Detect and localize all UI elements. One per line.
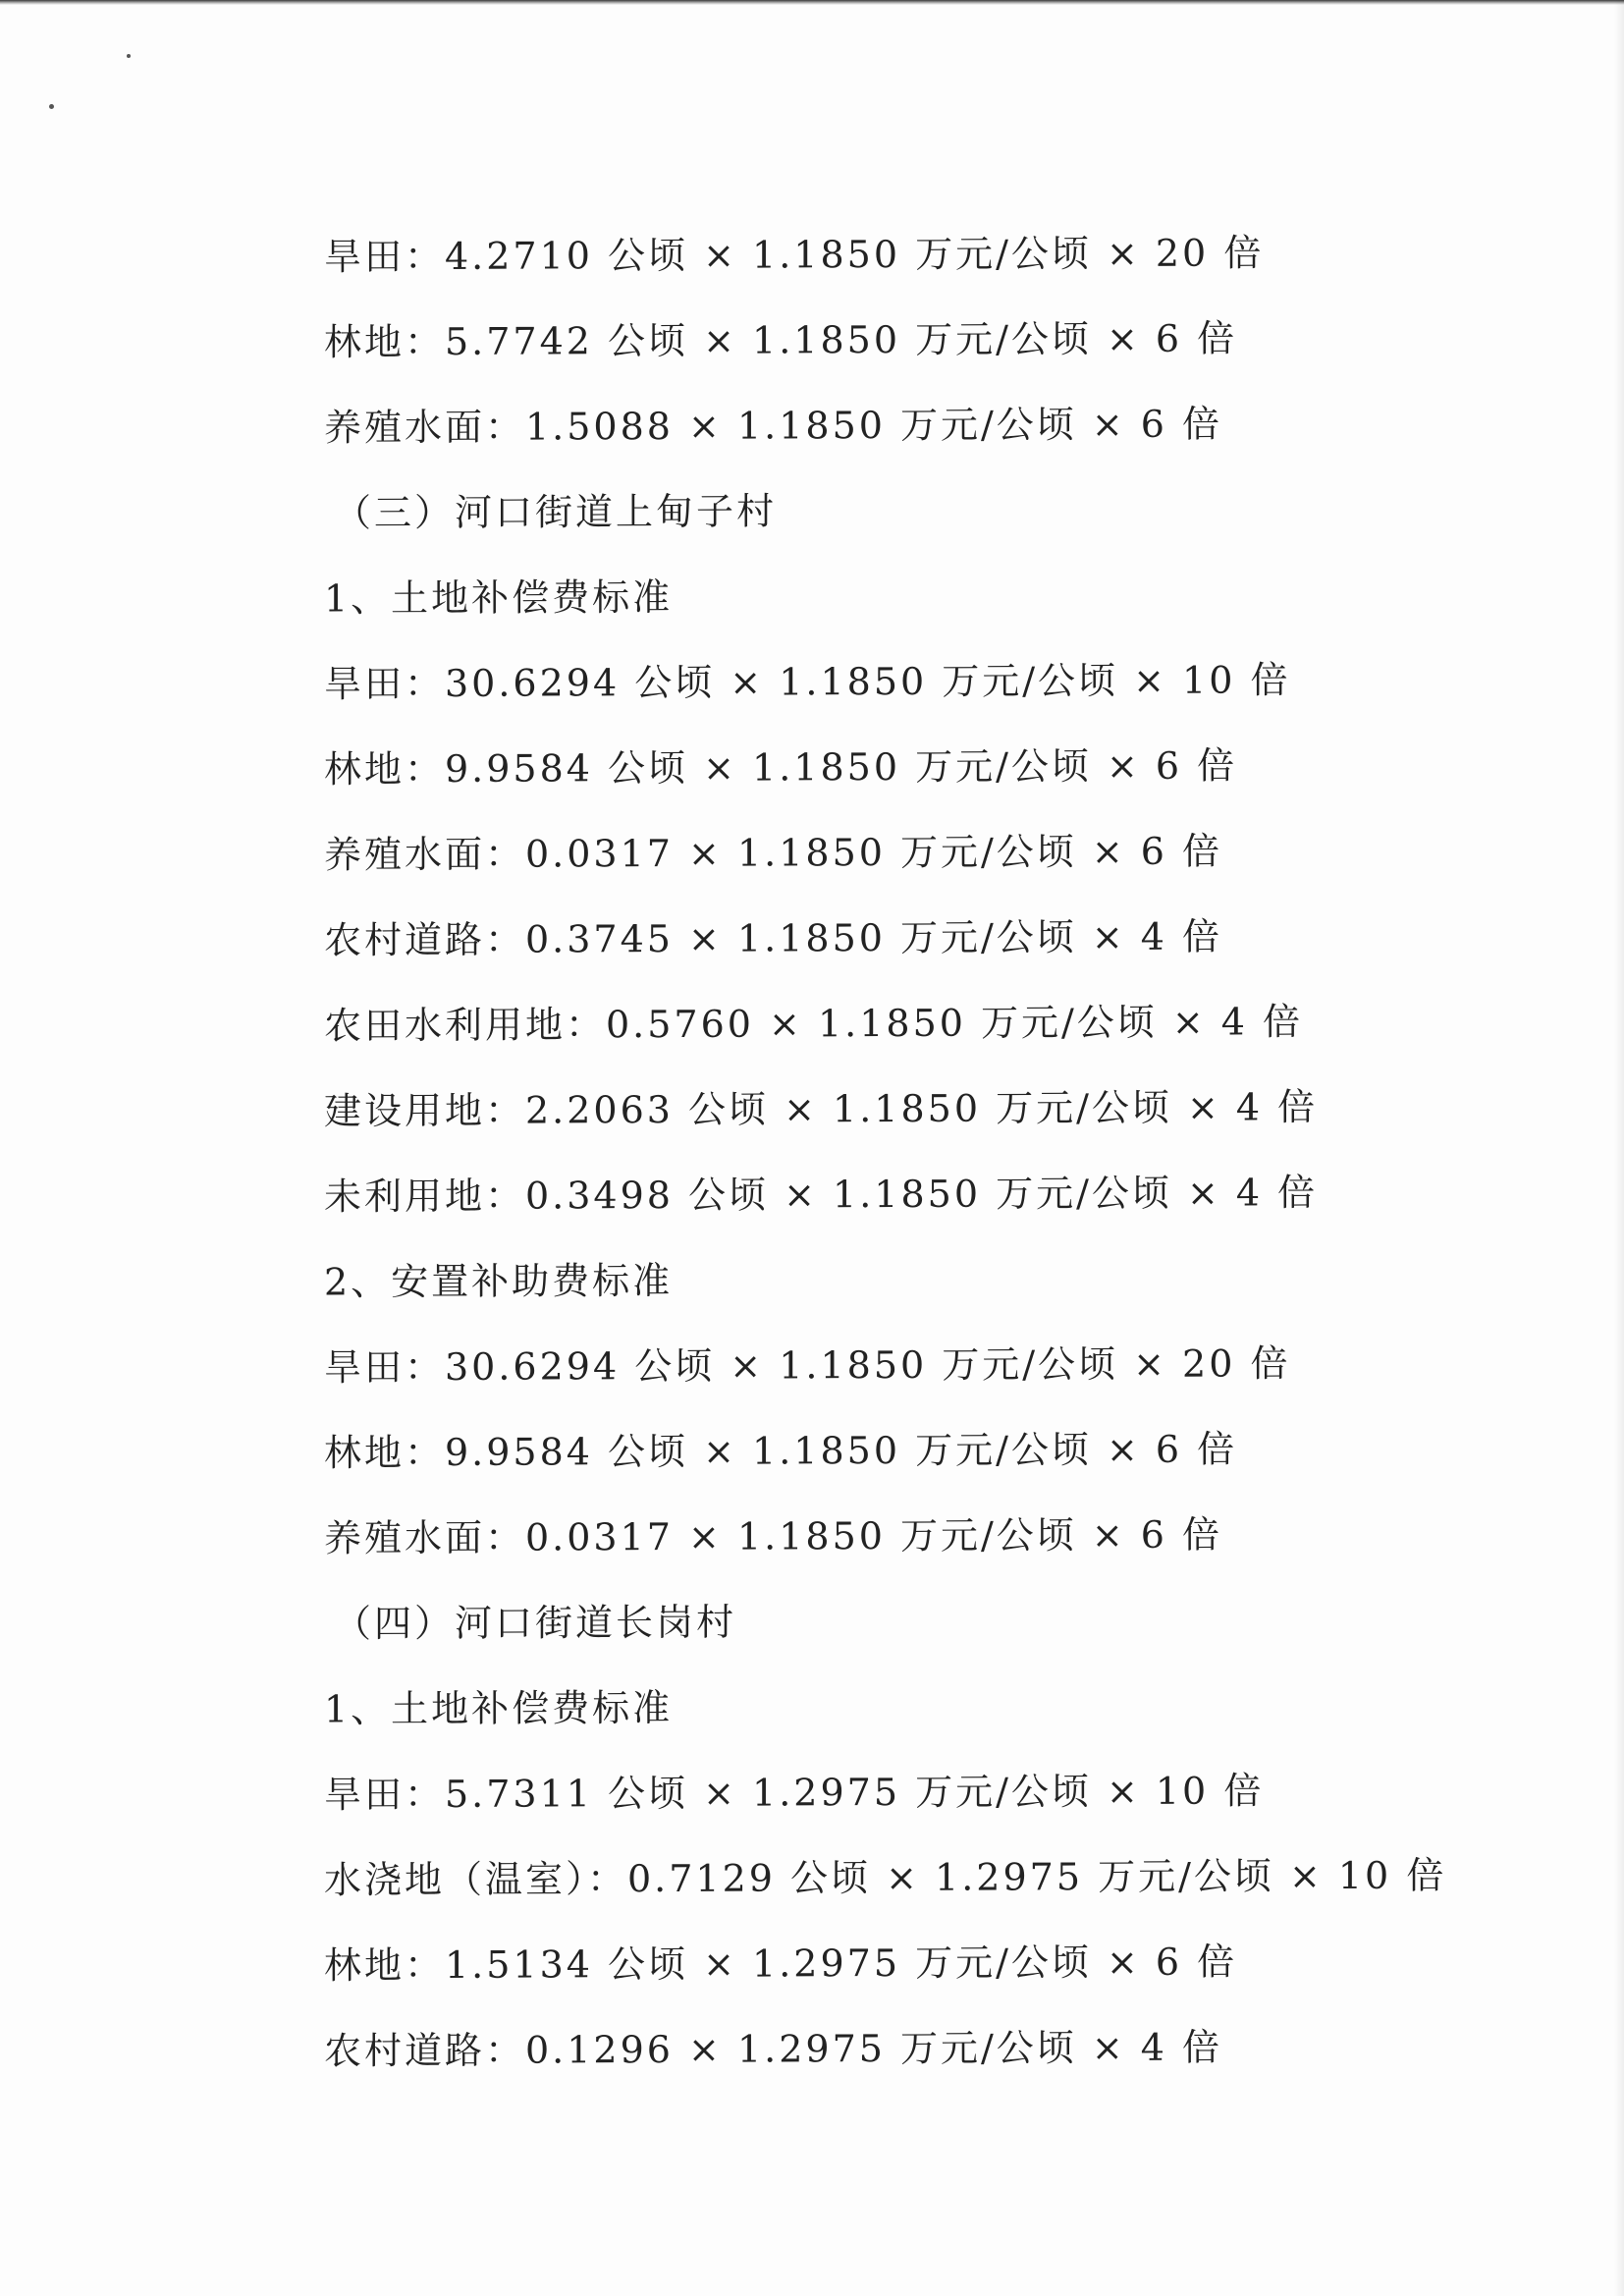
line-aquaculture-water-resettlement: 养殖水面：1.5088 × 1.1850 万元/公顷 × 6 倍 (324, 402, 1223, 450)
line-rural-road-compensation: 农村道路：0.3745 × 1.1850 万元/公顷 × 4 倍 (324, 914, 1223, 962)
section-heading-shangdianzi-village: （三）河口街道上甸子村 (334, 489, 778, 535)
line-forest-land-compensation: 林地：9.9584 公顷 × 1.1850 万元/公顷 × 6 倍 (324, 743, 1238, 792)
line-aquaculture-water-resettlement: 养殖水面：0.0317 × 1.1850 万元/公顷 × 6 倍 (324, 1512, 1223, 1560)
document-body (324, 221, 1453, 2101)
scan-speck (127, 54, 131, 58)
subheading-resettlement-subsidy: 2、安置补助费标准 (324, 1258, 674, 1304)
scan-speck (49, 104, 54, 109)
line-dry-field-resettlement: 旱田：4.2710 公顷 × 1.1850 万元/公顷 × 20 倍 (324, 231, 1265, 279)
line-construction-land-compensation: 建设用地：2.2063 公顷 × 1.1850 万元/公顷 × 4 倍 (324, 1085, 1319, 1133)
line-unused-land-compensation: 未利用地：0.3498 公顷 × 1.1850 万元/公顷 × 4 倍 (324, 1171, 1319, 1219)
line-forest-land-resettlement: 林地：5.7742 公顷 × 1.1850 万元/公顷 × 6 倍 (324, 316, 1238, 364)
line-aquaculture-water-compensation: 养殖水面：0.0317 × 1.1850 万元/公顷 × 6 倍 (324, 829, 1223, 877)
line-rural-road-compensation: 农村道路：0.1296 × 1.2975 万元/公顷 × 4 倍 (324, 2025, 1223, 2073)
scan-right-edge (1614, 0, 1624, 2296)
line-irrigation-land-compensation: 农田水利用地：0.5760 × 1.1850 万元/公顷 × 4 倍 (324, 1000, 1304, 1048)
subheading-land-compensation: 1、土地补偿费标准 (324, 1685, 674, 1731)
line-dry-field-compensation: 旱田：30.6294 公顷 × 1.1850 万元/公顷 × 10 倍 (324, 658, 1291, 706)
line-forest-land-compensation: 林地：1.5134 公顷 × 1.2975 万元/公顷 × 6 倍 (324, 1940, 1238, 1988)
line-forest-land-resettlement: 林地：9.9584 公顷 × 1.1850 万元/公顷 × 6 倍 (324, 1427, 1238, 1475)
section-heading-changgang-village: （四）河口街道长岗村 (334, 1600, 737, 1646)
line-dry-field-compensation: 旱田：5.7311 公顷 × 1.2975 万元/公顷 × 10 倍 (324, 1769, 1265, 1817)
line-irrigated-greenhouse-compensation: 水浇地（温室）：0.7129 公顷 × 1.2975 万元/公顷 × 10 倍 (324, 1853, 1447, 1902)
scan-top-edge (0, 0, 1624, 5)
line-dry-field-resettlement: 旱田：30.6294 公顷 × 1.1850 万元/公顷 × 20 倍 (324, 1341, 1291, 1390)
subheading-land-compensation: 1、土地补偿费标准 (324, 574, 674, 621)
